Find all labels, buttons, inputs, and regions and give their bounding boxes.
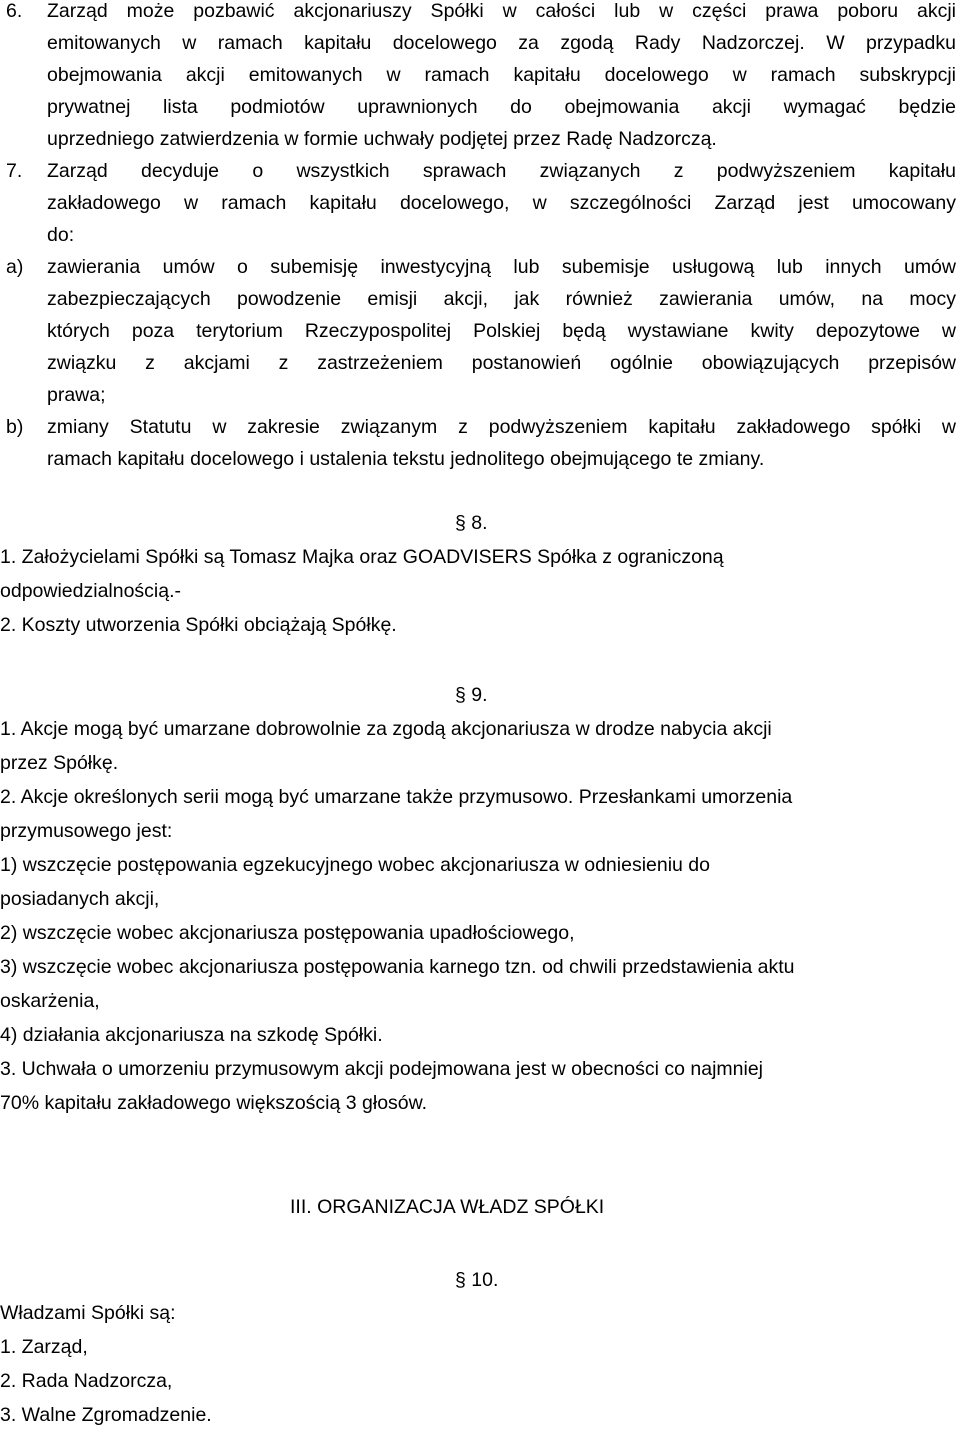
text-line: Władzami Spółki są: (0, 1302, 176, 1324)
text-line: 2. Akcje określonych serii mogą być umarzane także przymusowo. Przesłankami umorzenia (0, 786, 793, 808)
text-line: 2. Rada Nadzorcza, (0, 1370, 173, 1392)
text-line: zawierania umów o subemisję inwestycyjną lub subemisje usługową lub innych umów (47, 256, 956, 278)
text-line: przez Spółkę. (0, 752, 119, 774)
text-line: prawa; (47, 384, 106, 406)
text-line: zmiany Statutu w zakresie związanym z podwyższeniem kapitału zakładowego spółki w (47, 416, 956, 438)
text-line: oskarżenia, (0, 990, 100, 1012)
paragraph-number: 6. (6, 0, 23, 22)
paragraph-number: 7. (6, 160, 23, 182)
text-line: 1) wszczęcie postępowania egzekucyjnego wobec akcjonariusza w odniesieniu do (0, 854, 710, 876)
text-line: Zarząd może pozbawić akcjonariuszy Spółki w całości lub w części prawa poboru akcji (47, 0, 956, 22)
text-line: 70% kapitału zakładowego większością 3 głosów. (0, 1092, 428, 1114)
text-line: 3. Walne Zgromadzenie. (0, 1404, 212, 1426)
text-line: ramach kapitału docelowego i ustalenia tekstu jednolitego obejmującego te zmiany. (47, 448, 765, 470)
text-line: Zarząd decyduje o wszystkich sprawach związanych z podwyższeniem kapitału (47, 160, 956, 182)
list-letter: b) (6, 416, 24, 438)
section-heading: § 10. (455, 1269, 499, 1291)
text-line: posiadanych akcji, (0, 888, 160, 910)
text-line: 1. Akcje mogą być umarzane dobrowolnie za zgodą akcjonariusza w drodze nabycia akcji (0, 718, 772, 740)
text-line: obejmowania akcji emitowanych w ramach kapitału docelowego w ramach subskrypcji (47, 64, 956, 86)
text-line: zabezpieczających powodzenie emisji akcji, jak również zawierania umów, na mocy (47, 288, 956, 310)
text-line: uprzedniego zatwierdzenia w formie uchwały podjętej przez Radę Nadzorczą. (47, 128, 717, 150)
section-heading: § 8. (455, 512, 488, 534)
text-line: związku z akcjami z zastrzeżeniem postanowień ogólnie obowiązujących przepisów (47, 352, 956, 374)
text-line: 1. Zarząd, (0, 1336, 88, 1358)
text-line: 1. Założycielami Spółki są Tomasz Majka oraz GOADVISERS Spółka z ograniczoną (0, 546, 724, 568)
text-line: emitowanych w ramach kapitału docelowego za zgodą Rady Nadzorczej. W przypadku (47, 32, 956, 54)
text-line: których poza terytorium Rzeczypospolitej Polskiej będą wystawiane kwity depozytowe w (47, 320, 956, 342)
chapter-title: III. ORGANIZACJA WŁADZ SPÓŁKI (290, 1196, 605, 1218)
text-line: prywatnej lista podmiotów uprawnionych do obejmowania akcji wymagać będzie (47, 96, 956, 118)
text-line: 2. Koszty utworzenia Spółki obciążają Spółkę. (0, 614, 397, 636)
text-line: 3) wszczęcie wobec akcjonariusza postępowania karnego tzn. od chwili przedstawienia aktu (0, 956, 795, 978)
text-line: do: (47, 224, 75, 246)
list-letter: a) (6, 256, 24, 278)
section-heading: § 9. (455, 684, 488, 706)
text-line: zakładowego w ramach kapitału docelowego, w szczególności Zarząd jest umocowany (47, 192, 956, 214)
text-line: 3. Uchwała o umorzeniu przymusowym akcji podejmowana jest w obecności co najmniej (0, 1058, 764, 1080)
text-line: odpowiedzialnością.- (0, 580, 182, 602)
text-line: 4) działania akcjonariusza na szkodę Spółki. (0, 1024, 383, 1046)
text-line: 2) wszczęcie wobec akcjonariusza postępowania upadłościowego, (0, 922, 575, 944)
text-line: przymusowego jest: (0, 820, 173, 842)
